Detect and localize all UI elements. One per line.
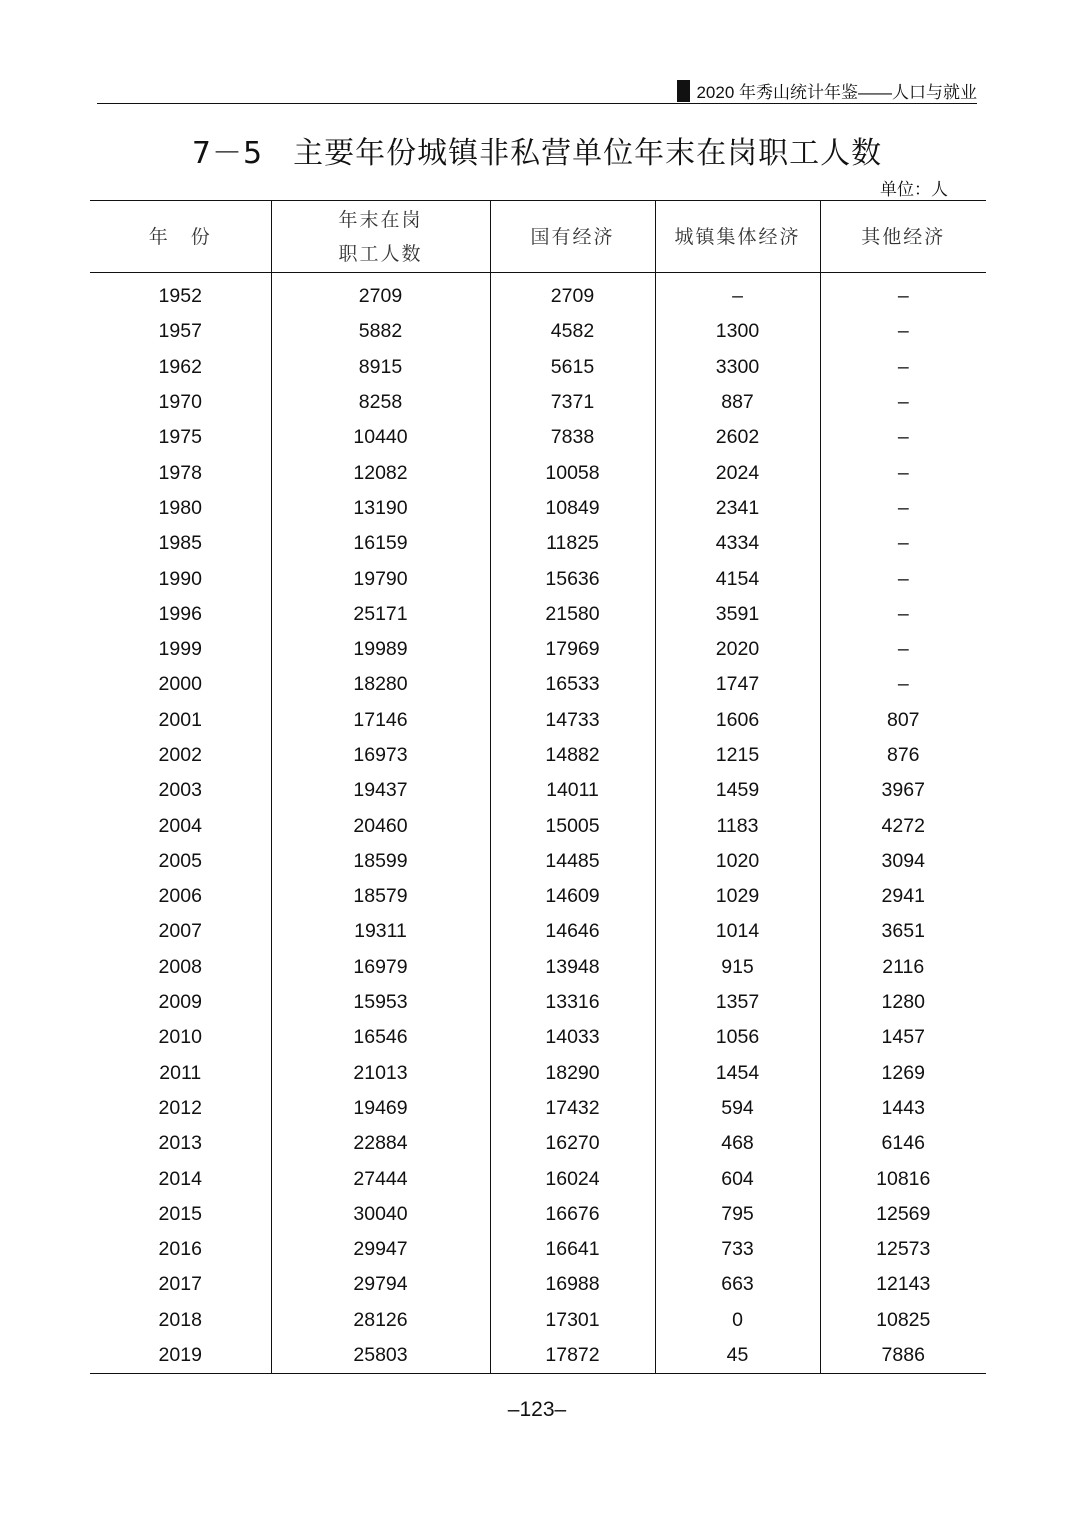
cell-year: 2018 bbox=[158, 1308, 202, 1331]
cell-other: – bbox=[820, 273, 986, 315]
cell-total: 19989 bbox=[271, 632, 490, 667]
table-row bbox=[90, 314, 986, 349]
cell-total: 29947 bbox=[271, 1232, 490, 1267]
cell-year: 2005 bbox=[158, 849, 202, 872]
cell-year: 2012 bbox=[158, 1096, 202, 1119]
cell-state-owned: 14733 bbox=[490, 703, 655, 738]
cell-urban-collective: 1020 bbox=[655, 844, 820, 879]
table-row bbox=[90, 385, 986, 420]
table-row bbox=[90, 526, 986, 561]
table-row bbox=[90, 914, 986, 949]
cell-state-owned: 15005 bbox=[490, 808, 655, 843]
table-row bbox=[90, 455, 986, 490]
cell-state-owned: 17969 bbox=[490, 632, 655, 667]
cell-urban-collective: 2024 bbox=[655, 455, 820, 490]
page-title bbox=[0, 128, 1074, 172]
cell-year: 1952 bbox=[158, 285, 202, 308]
table-row bbox=[90, 879, 986, 914]
cell-state-owned: 16024 bbox=[490, 1161, 655, 1196]
cell-year: 2013 bbox=[158, 1132, 202, 1155]
cell-state-owned: 15636 bbox=[490, 561, 655, 596]
cell-other: 1269 bbox=[820, 1056, 986, 1091]
cell-urban-collective: 45 bbox=[655, 1338, 820, 1374]
cell-urban-collective: 887 bbox=[655, 385, 820, 420]
cell-state-owned: 4582 bbox=[490, 314, 655, 349]
cell-urban-collective: 795 bbox=[655, 1197, 820, 1232]
cell-year: 1957 bbox=[158, 320, 202, 343]
cell-urban-collective: 594 bbox=[655, 1091, 820, 1126]
cell-total: 10440 bbox=[271, 420, 490, 455]
table-row bbox=[90, 667, 986, 702]
table-row bbox=[90, 1020, 986, 1055]
running-header bbox=[677, 78, 977, 103]
table-row bbox=[90, 950, 986, 985]
cell-other: 7886 bbox=[820, 1338, 986, 1374]
cell-state-owned: 13316 bbox=[490, 985, 655, 1020]
cell-urban-collective: 1454 bbox=[655, 1056, 820, 1091]
cell-total: 16546 bbox=[271, 1020, 490, 1055]
cell-other: 3094 bbox=[820, 844, 986, 879]
cell-year: 2016 bbox=[158, 1238, 202, 1261]
cell-state-owned: 17432 bbox=[490, 1091, 655, 1126]
table-row bbox=[90, 632, 986, 667]
cell-total: 30040 bbox=[271, 1197, 490, 1232]
cell-other: – bbox=[820, 314, 986, 349]
table-row bbox=[90, 1303, 986, 1338]
cell-total: 19311 bbox=[271, 914, 490, 949]
cell-urban-collective: 2341 bbox=[655, 491, 820, 526]
cell-state-owned: 13948 bbox=[490, 950, 655, 985]
cell-urban-collective: 663 bbox=[655, 1267, 820, 1302]
cell-year: 1970 bbox=[158, 391, 202, 414]
cell-total: 13190 bbox=[271, 491, 490, 526]
cell-total: 25171 bbox=[271, 597, 490, 632]
cell-year: 2011 bbox=[159, 1061, 202, 1084]
cell-urban-collective: 2020 bbox=[655, 632, 820, 667]
cell-state-owned: 7371 bbox=[490, 385, 655, 420]
table-row bbox=[90, 273, 986, 315]
header-year: 年 份 bbox=[90, 201, 271, 273]
cell-other: – bbox=[820, 350, 986, 385]
table-row bbox=[90, 1232, 986, 1267]
cell-year: 2019 bbox=[90, 1338, 271, 1374]
cell-other: – bbox=[820, 667, 986, 702]
cell-other: 12143 bbox=[820, 1267, 986, 1302]
cell-total: 8915 bbox=[271, 350, 490, 385]
cell-state-owned: 14882 bbox=[490, 738, 655, 773]
cell-other: 10825 bbox=[820, 1303, 986, 1338]
table-row bbox=[90, 1091, 986, 1126]
cell-year: 2003 bbox=[158, 779, 202, 802]
cell-urban-collective: 1029 bbox=[655, 879, 820, 914]
table-header-row bbox=[90, 201, 986, 273]
cell-other: 1443 bbox=[820, 1091, 986, 1126]
cell-urban-collective: 4154 bbox=[655, 561, 820, 596]
running-header-text: 2020 年秀山统计年鉴——人口与就业 bbox=[696, 83, 977, 102]
cell-other: – bbox=[820, 491, 986, 526]
cell-state-owned: 21580 bbox=[490, 597, 655, 632]
cell-total: 25803 bbox=[271, 1338, 490, 1374]
cell-state-owned: 11825 bbox=[490, 526, 655, 561]
cell-total: 16159 bbox=[271, 526, 490, 561]
table-row bbox=[90, 1161, 986, 1196]
unit-label: 单位：人 bbox=[880, 180, 948, 200]
table-title-text: 主要年份城镇非私营单位年末在岗职工人数 bbox=[293, 136, 883, 171]
header-other: 其他经济 bbox=[820, 201, 986, 273]
cell-total: 28126 bbox=[271, 1303, 490, 1338]
cell-state-owned: 14646 bbox=[490, 914, 655, 949]
cell-total: 15953 bbox=[271, 985, 490, 1020]
table-row bbox=[90, 773, 986, 808]
cell-urban-collective: – bbox=[655, 273, 820, 315]
table-row bbox=[90, 420, 986, 455]
cell-other: 3967 bbox=[820, 773, 986, 808]
cell-state-owned: 16270 bbox=[490, 1126, 655, 1161]
cell-total: 16979 bbox=[271, 950, 490, 985]
table-row bbox=[90, 1197, 986, 1232]
cell-state-owned: 5615 bbox=[490, 350, 655, 385]
cell-urban-collective: 2602 bbox=[655, 420, 820, 455]
cell-urban-collective: 468 bbox=[655, 1126, 820, 1161]
cell-total: 22884 bbox=[271, 1126, 490, 1161]
cell-total: 17146 bbox=[271, 703, 490, 738]
table-number: 7－5 bbox=[191, 136, 264, 171]
cell-total: 19469 bbox=[271, 1091, 490, 1126]
cell-state-owned: 14485 bbox=[490, 844, 655, 879]
cell-year: 2008 bbox=[158, 955, 202, 978]
header-state-owned: 国有经济 bbox=[490, 201, 655, 273]
cell-urban-collective: 1606 bbox=[655, 703, 820, 738]
cell-other: 2116 bbox=[820, 950, 986, 985]
cell-other: 2941 bbox=[820, 879, 986, 914]
cell-state-owned: 14609 bbox=[490, 879, 655, 914]
cell-other: 12573 bbox=[820, 1232, 986, 1267]
cell-total: 18579 bbox=[271, 879, 490, 914]
table-row bbox=[90, 808, 986, 843]
cell-year: 1962 bbox=[158, 355, 202, 378]
cell-state-owned: 7838 bbox=[490, 420, 655, 455]
cell-urban-collective: 1747 bbox=[655, 667, 820, 702]
table-row bbox=[90, 703, 986, 738]
cell-urban-collective: 4334 bbox=[655, 526, 820, 561]
cell-state-owned: 16533 bbox=[490, 667, 655, 702]
cell-year: 1980 bbox=[158, 496, 202, 519]
header-rule bbox=[97, 103, 977, 104]
cell-other: – bbox=[820, 597, 986, 632]
cell-other: 10816 bbox=[820, 1161, 986, 1196]
table-row bbox=[90, 1126, 986, 1161]
cell-total: 19790 bbox=[271, 561, 490, 596]
cell-total: 18599 bbox=[271, 844, 490, 879]
table-row bbox=[90, 597, 986, 632]
header-urban-collective: 城镇集体经济 bbox=[655, 201, 820, 273]
cell-year: 2009 bbox=[158, 991, 202, 1014]
cell-total: 29794 bbox=[271, 1267, 490, 1302]
cell-urban-collective: 1056 bbox=[655, 1020, 820, 1055]
cell-urban-collective: 733 bbox=[655, 1232, 820, 1267]
cell-year: 1996 bbox=[158, 602, 202, 625]
cell-year: 2014 bbox=[158, 1167, 202, 1190]
cell-other: 12569 bbox=[820, 1197, 986, 1232]
cell-state-owned: 17872 bbox=[490, 1338, 655, 1374]
table-row bbox=[90, 350, 986, 385]
cell-urban-collective: 604 bbox=[655, 1161, 820, 1196]
table-row bbox=[90, 985, 986, 1020]
table-row bbox=[90, 1338, 986, 1374]
cell-state-owned: 14011 bbox=[490, 773, 655, 808]
cell-other: – bbox=[820, 561, 986, 596]
cell-year: 2001 bbox=[158, 708, 202, 731]
cell-other: 6146 bbox=[820, 1126, 986, 1161]
cell-other: 876 bbox=[820, 738, 986, 773]
cell-total: 2709 bbox=[271, 273, 490, 315]
cell-total: 12082 bbox=[271, 455, 490, 490]
cell-urban-collective: 3591 bbox=[655, 597, 820, 632]
header-marker-block bbox=[677, 80, 690, 102]
table-row bbox=[90, 738, 986, 773]
cell-total: 20460 bbox=[271, 808, 490, 843]
cell-total: 19437 bbox=[271, 773, 490, 808]
cell-state-owned: 14033 bbox=[490, 1020, 655, 1055]
cell-urban-collective: 1357 bbox=[655, 985, 820, 1020]
cell-urban-collective: 3300 bbox=[655, 350, 820, 385]
table-row bbox=[90, 1267, 986, 1302]
cell-state-owned: 10058 bbox=[490, 455, 655, 490]
table-body bbox=[90, 273, 986, 1374]
cell-year: 2000 bbox=[158, 673, 202, 696]
cell-other: 3651 bbox=[820, 914, 986, 949]
cell-year: 2010 bbox=[158, 1026, 202, 1049]
cell-year: 2002 bbox=[158, 744, 202, 766]
cell-other: – bbox=[820, 385, 986, 420]
cell-year: 2015 bbox=[158, 1202, 202, 1225]
cell-urban-collective: 1014 bbox=[655, 914, 820, 949]
cell-year: 1985 bbox=[158, 532, 202, 555]
cell-other: 807 bbox=[820, 703, 986, 738]
cell-other: 4272 bbox=[820, 808, 986, 843]
cell-year: 1978 bbox=[158, 461, 202, 484]
cell-state-owned: 10849 bbox=[490, 491, 655, 526]
page-number: –123– bbox=[507, 1398, 567, 1421]
cell-total: 5882 bbox=[271, 314, 490, 349]
employment-table bbox=[90, 200, 986, 1374]
cell-total: 18280 bbox=[271, 667, 490, 702]
table-row bbox=[90, 561, 986, 596]
cell-year: 2004 bbox=[158, 814, 202, 837]
table-row bbox=[90, 1056, 986, 1091]
cell-total: 27444 bbox=[271, 1161, 490, 1196]
header-total-line1: 年末在岗 bbox=[338, 208, 423, 231]
cell-year: 2006 bbox=[158, 885, 202, 908]
cell-other: – bbox=[820, 632, 986, 667]
cell-state-owned: 18290 bbox=[490, 1056, 655, 1091]
table-row bbox=[90, 491, 986, 526]
cell-total: 16973 bbox=[271, 738, 490, 773]
cell-state-owned: 16676 bbox=[490, 1197, 655, 1232]
cell-state-owned: 17301 bbox=[490, 1303, 655, 1338]
cell-year: 1990 bbox=[158, 567, 202, 590]
cell-total: 21013 bbox=[271, 1056, 490, 1091]
cell-year: 2017 bbox=[158, 1273, 202, 1296]
cell-total: 8258 bbox=[271, 385, 490, 420]
cell-urban-collective: 915 bbox=[655, 950, 820, 985]
cell-urban-collective: 0 bbox=[655, 1303, 820, 1338]
cell-year: 2007 bbox=[158, 920, 202, 943]
cell-other: – bbox=[820, 420, 986, 455]
cell-other: – bbox=[820, 455, 986, 490]
header-total-employees bbox=[271, 201, 490, 273]
cell-state-owned: 16988 bbox=[490, 1267, 655, 1302]
cell-year: 1975 bbox=[158, 426, 202, 449]
cell-urban-collective: 1459 bbox=[655, 773, 820, 808]
cell-year: 1999 bbox=[158, 638, 202, 661]
cell-other: – bbox=[820, 526, 986, 561]
table-row bbox=[90, 844, 986, 879]
cell-state-owned: 16641 bbox=[490, 1232, 655, 1267]
cell-other: 1457 bbox=[820, 1020, 986, 1055]
header-total-line2: 职工人数 bbox=[338, 242, 423, 265]
cell-urban-collective: 1183 bbox=[655, 808, 820, 843]
cell-other: 1280 bbox=[820, 985, 986, 1020]
cell-urban-collective: 1215 bbox=[655, 738, 820, 773]
cell-state-owned: 2709 bbox=[490, 273, 655, 315]
cell-urban-collective: 1300 bbox=[655, 314, 820, 349]
